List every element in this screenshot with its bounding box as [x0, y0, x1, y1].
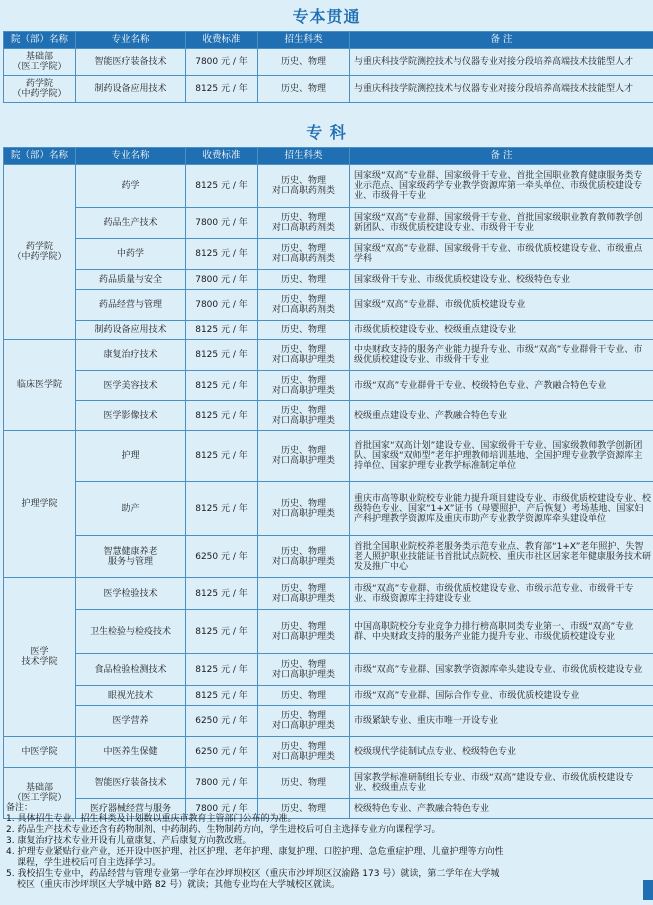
- major-cell: 智能医疗装备技术: [76, 49, 186, 76]
- remark-cell: 市级“双高”专业群骨干专业、校级特色专业、产教融合特色专业: [350, 371, 653, 401]
- fee-cell: 8125 元 / 年: [186, 340, 258, 371]
- remark-cell: 校级现代学徒制试点专业、校级特色专业: [350, 737, 653, 768]
- major-cell: 智能医疗装备技术: [76, 768, 186, 799]
- fee-cell: 8125 元 / 年: [186, 654, 258, 686]
- note-line: 1. 具体招生专业、招生科类及计划数以重庆市教育主管部门公布的为准。: [6, 814, 297, 824]
- table-row: [4, 76, 653, 103]
- major-cell: 助产: [76, 482, 186, 536]
- col-header-remark: 备 注: [350, 148, 653, 165]
- junior-table: [3, 147, 653, 819]
- table-row: [4, 768, 653, 799]
- fee-cell: 8125 元 / 年: [186, 165, 258, 208]
- remark-cell: 市级“双高”专业群、国际合作专业、市级优质校建设专业: [350, 686, 653, 706]
- note-line: 校区（重庆市沙坪坝区大学城中路 82 号）就读；其他专业均在大学城校区就读。: [17, 880, 341, 890]
- category-cell: 历史、物理: [258, 768, 350, 799]
- category-cell: 历史、物理 对口高职护理类: [258, 371, 350, 401]
- table-row: [4, 290, 653, 321]
- remark-cell: 首批国家“双高计划”建设专业、国家级骨干专业、国家级教师教学创新团队、国家级“双师型”老年护理教师培训基地、全国护理专业教学资源库主持单位、国家护理专业教学标准制定单位: [350, 431, 653, 482]
- fee-cell: 8125 元 / 年: [186, 239, 258, 270]
- major-cell: 中医养生保健: [76, 737, 186, 768]
- fee-cell: 7800 元 / 年: [186, 270, 258, 290]
- through-section-title: 专本贯通: [292, 7, 361, 26]
- remark-cell: 国家级“双高”专业群、国家级骨干专业、市级优质校建设专业、市级重点学科: [350, 239, 653, 270]
- fee-cell: 7800 元 / 年: [186, 208, 258, 239]
- remark-cell: 国家级骨干专业、市级优质校建设专业、校级特色专业: [350, 270, 653, 290]
- remark-cell: 校级特色专业、产教融合特色专业: [350, 799, 653, 819]
- category-cell: 历史、物理 对口高职护理类: [258, 610, 350, 654]
- fee-cell: 6250 元 / 年: [186, 706, 258, 737]
- category-cell: 历史、物理 对口高职护理类: [258, 578, 350, 610]
- note-line: 课程，学生进校后可自主选择学习。: [17, 858, 162, 868]
- table-row: [4, 49, 653, 76]
- fee-cell: 8125 元 / 年: [186, 578, 258, 610]
- major-cell: 卫生检验与检疫技术: [76, 610, 186, 654]
- junior-section-title: 专 科: [306, 123, 347, 142]
- major-cell: 医学营养: [76, 706, 186, 737]
- col-header-fee: 收费标准: [186, 148, 258, 165]
- category-cell: 历史、物理 对口高职护理类: [258, 340, 350, 371]
- major-cell: 中药学: [76, 239, 186, 270]
- major-cell: 药品质量与安全: [76, 270, 186, 290]
- remark-cell: 国家级“双高”专业群、国家级骨干专业、首批国家级职业教育教师教学创新团队、市级优质校建设专业、市级骨干专业: [350, 208, 653, 239]
- fee-cell: 8125 元 / 年: [186, 610, 258, 654]
- table-row: [4, 737, 653, 768]
- college-cell: 医学 技术学院: [4, 578, 76, 737]
- category-cell: 历史、物理 对口高职护理类: [258, 401, 350, 431]
- col-header-college: 院（部）名称: [4, 32, 76, 49]
- col-header-remark: 备 注: [350, 32, 653, 49]
- category-cell: 历史、物理 对口高职护理类: [258, 536, 350, 578]
- major-cell: 药品生产技术: [76, 208, 186, 239]
- table-row: [4, 610, 653, 654]
- college-cell: 中医学院: [4, 737, 76, 768]
- category-cell: 历史、物理 对口高职药剂类: [258, 165, 350, 208]
- remark-cell: 国家教学标准研制组长专业、市级“双高”建设专业、市级优质校建设专业、校级重点专业: [350, 768, 653, 799]
- junior-header-row: [4, 148, 653, 165]
- major-cell: 食品检验检测技术: [76, 654, 186, 686]
- table-row: [4, 270, 653, 290]
- fee-cell: 8125 元 / 年: [186, 401, 258, 431]
- table-row: [4, 654, 653, 686]
- remark-cell: 重庆市高等职业院校专业能力提升项目建设专业、市级优质校建设专业、校级特色专业、国家“1+X”证书（母婴照护、产后恢复）考场基地、国家妇产科护理教学资源库及重庆市助产专业教学资源库牵头建设单位: [350, 482, 653, 536]
- category-cell: 历史、物理 对口高职护理类: [258, 706, 350, 737]
- fee-cell: 7800 元 / 年: [186, 799, 258, 819]
- major-cell: 康复治疗技术: [76, 340, 186, 371]
- fee-cell: 8125 元 / 年: [186, 482, 258, 536]
- major-cell: 眼视光技术: [76, 686, 186, 706]
- fee-cell: 7800 元 / 年: [186, 768, 258, 799]
- category-cell: 历史、物理: [258, 49, 350, 76]
- college-cell: 基础部 （医工学院）: [4, 768, 76, 819]
- table-row: [4, 239, 653, 270]
- category-cell: 历史、物理 对口高职护理类: [258, 737, 350, 768]
- col-header-major: 专业名称: [76, 148, 186, 165]
- col-header-category: 招生科类: [258, 32, 350, 49]
- table-row: [4, 686, 653, 706]
- fee-cell: 8125 元 / 年: [186, 76, 258, 103]
- remark-cell: 首批全国职业院校养老服务类示范专业点、教育部“1+X”老年照护、失智老人照护职业技能证书首批试点院校、重庆市社区居家老年健康服务技术研发及推广中心: [350, 536, 653, 578]
- fee-cell: 8125 元 / 年: [186, 371, 258, 401]
- college-cell: 临床医学院: [4, 340, 76, 431]
- table-row: [4, 165, 653, 208]
- major-cell: 药品经营与管理: [76, 290, 186, 321]
- major-cell: 制药设备应用技术: [76, 321, 186, 340]
- fee-cell: 7800 元 / 年: [186, 49, 258, 76]
- table-row: [4, 482, 653, 536]
- remark-cell: 国家级“双高”专业群、国家级骨干专业、首批全国职业教育健康服务类专业示范点、国家级药学专业教学资源库第一牵头单位、市级优质校建设专业、市级骨干专业: [350, 165, 653, 208]
- note-line: 2. 药品生产技术专业还含有药物制剂、中药制药、生物制药方向，学生进校后可自主选择专业方向课程学习。: [6, 825, 441, 835]
- col-header-category: 招生科类: [258, 148, 350, 165]
- category-cell: 历史、物理 对口高职护理类: [258, 431, 350, 482]
- major-cell: 医学影像技术: [76, 401, 186, 431]
- notes: [6, 803, 631, 891]
- side-tab-marker: [643, 880, 653, 900]
- remark-cell: 市级“双高”专业群、市级优质校建设专业、市级示范专业、市级骨干专业、市级资源库主持建设专业: [350, 578, 653, 610]
- note-line: 3. 康复治疗技术专业开设有儿童康复、产后康复方向教改班。: [6, 836, 252, 846]
- category-cell: 历史、物理: [258, 321, 350, 340]
- remark-cell: 中央财政支持的服务产业能力提升专业、市级“双高”专业群骨干专业、市级优质校建设专业、市级骨干专业: [350, 340, 653, 371]
- note-line: 4. 护理专业紧贴行业产业，还开设中医护理、社区护理、老年护理、康复护理、口腔护理、急危重症护理、儿童护理等方向性: [6, 847, 504, 857]
- remark-cell: 市级“双高”专业群、国家教学资源库牵头建设专业、市级优质校建设专业: [350, 654, 653, 686]
- college-cell: 药学院 （中药学院）: [4, 165, 76, 340]
- remark-cell: 市级优质校建设专业、校级重点建设专业: [350, 321, 653, 340]
- table-row: [4, 401, 653, 431]
- major-cell: 智慧健康养老 服务与管理: [76, 536, 186, 578]
- category-cell: 历史、物理 对口高职药剂类: [258, 239, 350, 270]
- remark-cell: 与重庆科技学院测控技术与仪器专业对接分段培养高端技术技能型人才: [350, 49, 653, 76]
- note-line: 5. 我校招生专业中，药品经营与管理专业第一学年在沙坪坝校区（重庆市沙坪坝区汉渝路 173 号）就读，第二学年在大学城: [6, 869, 500, 879]
- category-cell: 历史、物理: [258, 686, 350, 706]
- category-cell: 历史、物理: [258, 76, 350, 103]
- category-cell: 历史、物理 对口高职药剂类: [258, 208, 350, 239]
- category-cell: 历史、物理 对口高职护理类: [258, 654, 350, 686]
- table-row: [4, 371, 653, 401]
- table-row: [4, 208, 653, 239]
- fee-cell: 8125 元 / 年: [186, 321, 258, 340]
- major-cell: 护理: [76, 431, 186, 482]
- fee-cell: 8125 元 / 年: [186, 431, 258, 482]
- table-row: [4, 321, 653, 340]
- major-cell: 药学: [76, 165, 186, 208]
- notes-title: 备注：: [6, 803, 34, 813]
- col-header-major: 专业名称: [76, 32, 186, 49]
- fee-cell: 6250 元 / 年: [186, 737, 258, 768]
- fee-cell: 6250 元 / 年: [186, 536, 258, 578]
- remark-cell: 市级紧缺专业、重庆市唯一开设专业: [350, 706, 653, 737]
- category-cell: 历史、物理 对口高职药剂类: [258, 290, 350, 321]
- college-cell: 护理学院: [4, 431, 76, 578]
- table-row: [4, 578, 653, 610]
- remark-cell: 中国高职院校分专业竞争力排行榜高职同类专业第一、市级“双高”专业群、中央财政支持的服务产业能力提升专业、市级优质校建设专业: [350, 610, 653, 654]
- through-header-row: [4, 32, 653, 49]
- category-cell: 历史、物理: [258, 799, 350, 819]
- remark-cell: 与重庆科技学院测控技术与仪器专业对接分段培养高端技术技能型人才: [350, 76, 653, 103]
- category-cell: 历史、物理 对口高职护理类: [258, 482, 350, 536]
- table-row: [4, 536, 653, 578]
- fee-cell: 8125 元 / 年: [186, 686, 258, 706]
- table-row: [4, 706, 653, 737]
- through-table: [3, 31, 653, 103]
- col-header-fee: 收费标准: [186, 32, 258, 49]
- remark-cell: 校级重点建设专业、产教融合特色专业: [350, 401, 653, 431]
- major-cell: 医学检验技术: [76, 578, 186, 610]
- col-header-college: 院（部）名称: [4, 148, 76, 165]
- major-cell: 制药设备应用技术: [76, 76, 186, 103]
- major-cell: 医学美容技术: [76, 371, 186, 401]
- major-cell: 医疗器械经营与服务: [76, 799, 186, 819]
- fee-cell: 7800 元 / 年: [186, 290, 258, 321]
- table-row: [4, 340, 653, 371]
- college-cell: 药学院 （中药学院）: [4, 76, 76, 103]
- category-cell: 历史、物理: [258, 270, 350, 290]
- remark-cell: 国家级“双高”专业群、市级优质校建设专业: [350, 290, 653, 321]
- table-row: [4, 431, 653, 482]
- college-cell: 基础部 （医工学院）: [4, 49, 76, 76]
